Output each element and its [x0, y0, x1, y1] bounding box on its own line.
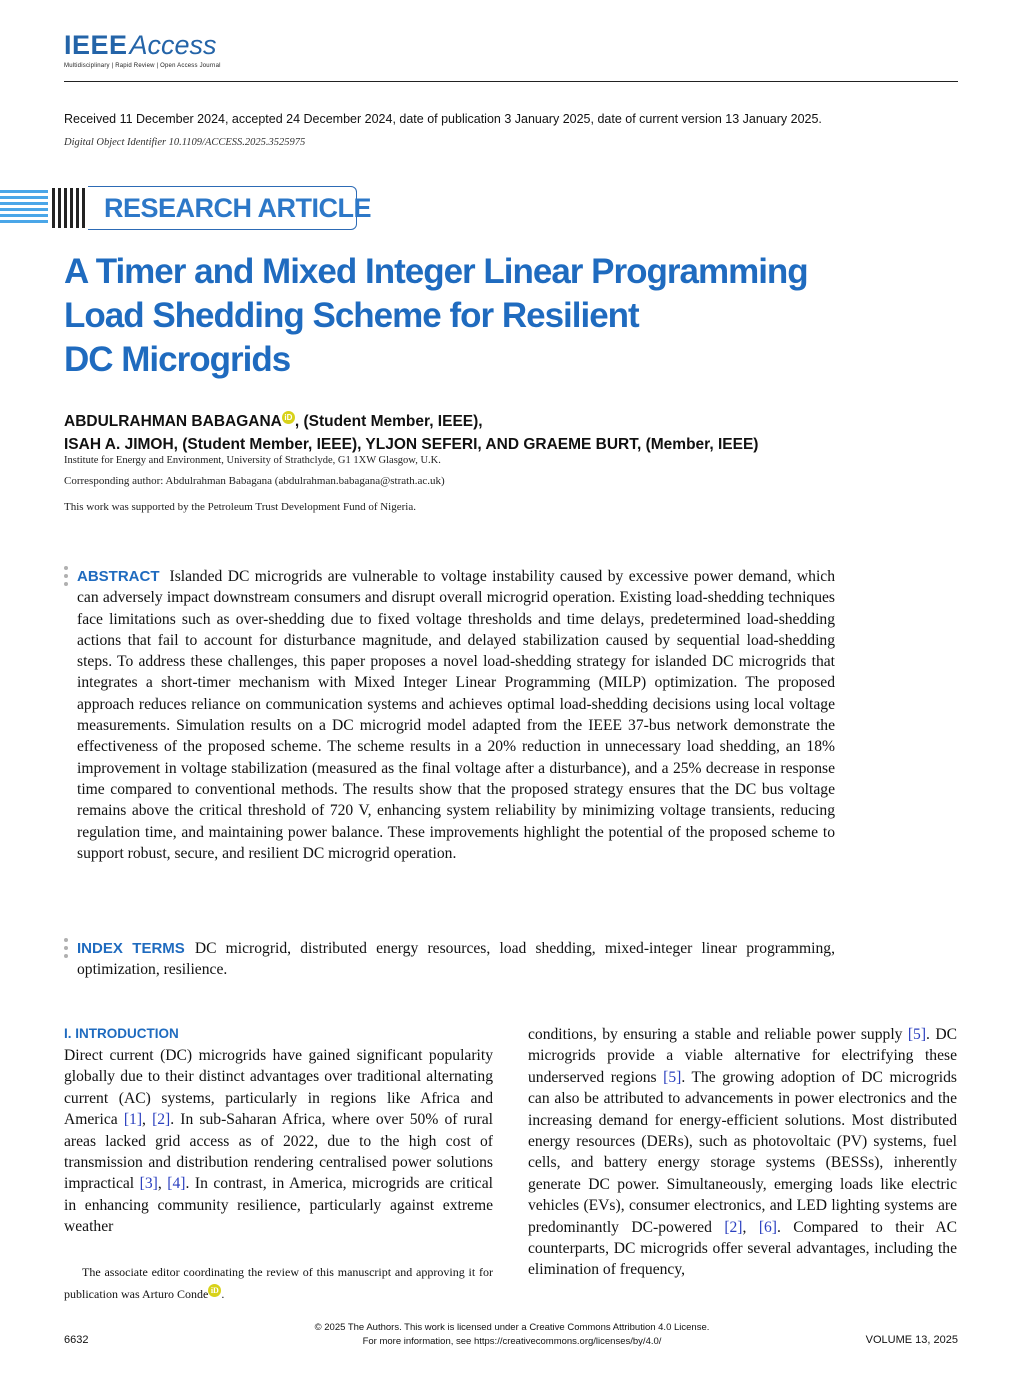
index-marker-icon	[64, 938, 68, 962]
author-name: ABDULRAHMAN BABAGANA	[64, 413, 282, 430]
citation-link[interactable]: [2]	[152, 1111, 171, 1129]
author-list	[64, 410, 758, 456]
body-text: ,	[742, 1218, 759, 1236]
license-link[interactable]: For more information, see https://creativecommons.org/licenses/by/4.0/	[362, 1336, 662, 1347]
orcid-icon[interactable]: iD	[282, 411, 295, 424]
received-dates: Received 11 December 2024, accepted 24 December 2024, date of publication 3 January 2025, date of current version 13 January 2025.	[64, 112, 822, 126]
page-number: 6632	[64, 1334, 89, 1346]
body-text: . Compared to their AC counterparts, DC microgrids offer several advantages, including the elimination of frequency,	[528, 1218, 957, 1279]
funding-note: This work was supported by the Petroleum Trust Development Fund of Nigeria.	[64, 501, 416, 513]
footnote-end: .	[221, 1287, 225, 1301]
abstract-label: ABSTRACT	[77, 568, 160, 585]
title-line: Load Shedding Scheme for Resilient	[64, 296, 639, 335]
citation-link[interactable]: [1]	[123, 1111, 143, 1129]
volume-info: VOLUME 13, 2025	[865, 1334, 958, 1346]
body-text: . In sub-Saharan Africa, where over 50% of rural areas lacked grid access as of 2022, due to the high cost of transmission and distribution rendering centralised power solutions impractical	[64, 1111, 494, 1193]
article-tag-stripes	[0, 188, 88, 228]
author-membership: , (Student Member, IEEE),	[294, 413, 483, 430]
doi: Digital Object Identifier 10.1109/ACCESS.2025.3525975	[64, 137, 306, 148]
index-terms	[77, 938, 835, 981]
author-line: ISAH A. JIMOH, (Student Member, IEEE), YLJON SEFERI, AND GRAEME BURT, (Member, IEEE)	[64, 436, 759, 453]
citation-link[interactable]: [5]	[663, 1068, 682, 1086]
citation-link[interactable]: [4]	[167, 1175, 186, 1193]
header-rule	[64, 81, 958, 82]
abstract-marker-icon	[64, 566, 68, 590]
paper-title	[64, 250, 884, 382]
citation-link[interactable]: [6]	[758, 1218, 777, 1236]
body-text: . In contrast, in America, microgrids are critical in enhancing community resilience, particularly against extreme weather	[64, 1175, 493, 1236]
body-text: Direct current (DC) microgrids have gained significant popularity globally due to their distinct advantages over traditional alternating current (AC) systems, particularly in regions like Africa and America	[64, 1047, 493, 1129]
body-text: ,	[142, 1111, 153, 1129]
citation-link[interactable]: [3]	[139, 1175, 158, 1193]
body-text: . The growing adoption of DC microgrids can also be attributed to advancements in power electronics and the increasing demand for energy-efficient solutions. Most distributed energy resources (DERs), such as photovoltaic (PV) systems, fuel cells, and battery energy storage systems (BESSs), inherently generate DC power. Simultaneously, emerging loads like electric vehicles (EVs), consumer electronics, and LED lighting systems are predominantly DC-powered	[528, 1068, 958, 1236]
body-text: . DC microgrids provide a viable alternative for electrifying these underserved regions	[528, 1026, 957, 1086]
journal-logo	[64, 30, 221, 69]
index-terms-label: INDEX TERMS	[77, 940, 185, 957]
editor-footnote	[64, 1261, 493, 1305]
body-text: conditions, by ensuring a stable and reliable power supply	[528, 1026, 908, 1043]
abstract	[77, 566, 835, 864]
body-text: ,	[157, 1175, 168, 1193]
logo-tagline: Multidisciplinary | Rapid Review | Open Access Journal	[64, 63, 221, 69]
abstract-text: Islanded DC microgrids are vulnerable to voltage instability caused by excessive power demand, which can adversely impact downstream consumers and disrupt overall microgrid operation. Existing load-shedding techniques face limitations such as over-shedding due to fixed voltage thresholds and time delays, predetermined load-shedding actions that fail to account for disturbance magnitude, and delayed stabilization caused by sequential load-shedding steps. To address these challenges, this paper proposes a novel load-shedding strategy for islanded DC microgrids that integrates a short-timer mechanism with Mixed Integer Linear Programming (MILP) optimization. The proposed approach reduces reliance on communication systems and achieves optimal load-shedding decisions using local voltage measurements. Simulation results on a DC microgrid model adapted from the IEEE 37-bus network demonstrate the effectiveness of the proposed scheme. The scheme results in a 20% reduction in unnecessary load shedding, an 18% improvement in voltage stabilization (measured as the final voltage after a disturbance), and a 25% decrease in response time compared to conventional methods. The results show that the proposed strategy ensures that the DC bus voltage remains above the critical threshold of 720 V, enhancing system reliability by minimizing voltage transients, reducing regulation time, and maintaining power balance. These improvements highlight the potential of the proposed scheme to support robust, secure, and resilient DC microgrid operation.	[77, 568, 835, 862]
corresponding-author: Corresponding author: Abdulrahman Babagana (abdulrahman.babagana@strath.ac.uk)	[64, 475, 445, 487]
footnote-text: The associate editor coordinating the review of this manuscript and approving it for publication was Arturo Conde	[64, 1265, 493, 1301]
column-right	[528, 1024, 957, 1281]
title-line: DC Microgrids	[64, 340, 291, 379]
index-terms-text: DC microgrid, distributed energy resources, load shedding, mixed-integer linear programming, optimization, resilience.	[77, 940, 835, 979]
section-heading: I. INTRODUCTION	[64, 1026, 179, 1041]
column-left	[64, 1045, 493, 1238]
logo-ieee: IEEE	[64, 30, 128, 60]
title-line: A Timer and Mixed Integer Linear Programming	[64, 252, 808, 291]
citation-link[interactable]: [2]	[724, 1218, 743, 1236]
orcid-icon[interactable]: iD	[208, 1284, 221, 1297]
logo-access: Access	[129, 30, 217, 60]
license-text: © 2025 The Authors. This work is licensed under a Creative Commons Attribution 4.0 License.	[314, 1322, 710, 1333]
article-type: RESEARCH ARTICLE	[104, 193, 372, 223]
citation-link[interactable]: [5]	[907, 1026, 927, 1043]
affiliation: Institute for Energy and Environment, University of Strathclyde, G1 1XW Glasgow, U.K.	[64, 455, 441, 466]
